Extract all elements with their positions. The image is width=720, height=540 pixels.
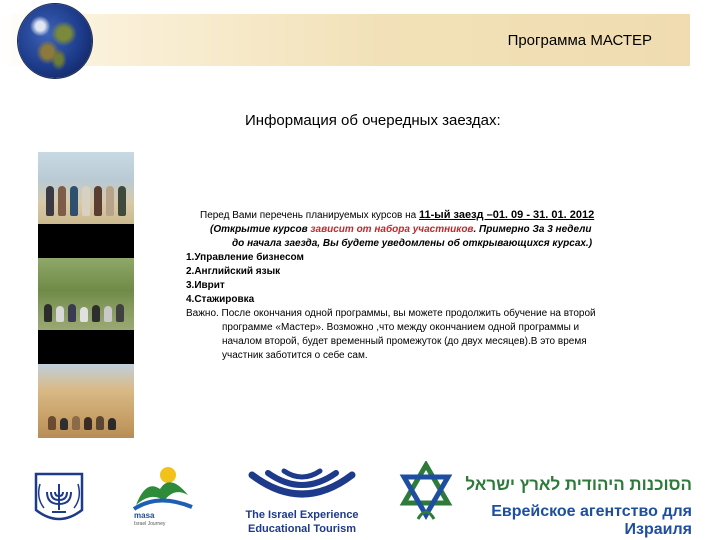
jewish-agency-logo [398,461,698,538]
note-line-4: участник заботится о себе сам. [222,350,368,361]
agency-name-hebrew: הסוכנות היהודית לארץ ישראל [465,475,692,494]
note-line-1: Важно. После окончания одной программы, вы можете продолжить обучение на второй [186,308,596,319]
globe-icon [18,4,92,78]
notice-end: . Примерно За 3 недели [473,224,592,235]
note-line-2: программе «Мастер». Возможно ,что между окончанием одной программы и [222,322,580,333]
intro-lead: Перед Вами перечень планируемых курсов на [200,210,417,221]
photo-divider [38,330,134,364]
masa-logo [130,465,198,529]
masa-subtext: Israel Journey [134,521,166,527]
photo-column [38,152,134,438]
notice-line-1 [186,223,691,237]
section-subtitle: Информация об очередных заездах: [245,112,501,129]
partner-logos [0,455,720,540]
israel-experience-logo [228,467,376,533]
intake-dates: 11-ый заезд –01. 09 - 31. 01. 2012 [419,209,595,221]
program-info [186,208,691,363]
israel-experience-title: The Israel Experience [245,509,359,521]
course-item: 1.Управление бизнесом [186,252,304,263]
agency-name-russian: Еврейское агентство для Израиля [491,503,692,538]
group-photo-park [38,258,134,330]
israel-experience-subtitle: Educational Tourism [248,523,356,535]
note-line-3: началом второй, будет временный промежуток (до двух месяцев).В это время [222,336,587,347]
group-photo-sand [38,364,134,438]
group-photo-beach [38,152,134,224]
notice-red: зависит от набора участников [310,224,474,235]
state-emblem-logo [28,470,90,528]
course-item: 4.Стажировка [186,294,255,305]
course-item: 3.Иврит [186,280,225,291]
intro-line [186,208,691,223]
header-title: Программа МАСТЕР [507,32,652,49]
notice-start: (Открытие курсов [210,224,308,235]
photo-divider [38,224,134,258]
course-item: 2.Английский язык [186,266,281,277]
masa-wordmark: masa [134,511,155,520]
notice-line-2: до начала заезда, Вы будете уведомлены об открывающихся курсах.) [232,238,593,249]
